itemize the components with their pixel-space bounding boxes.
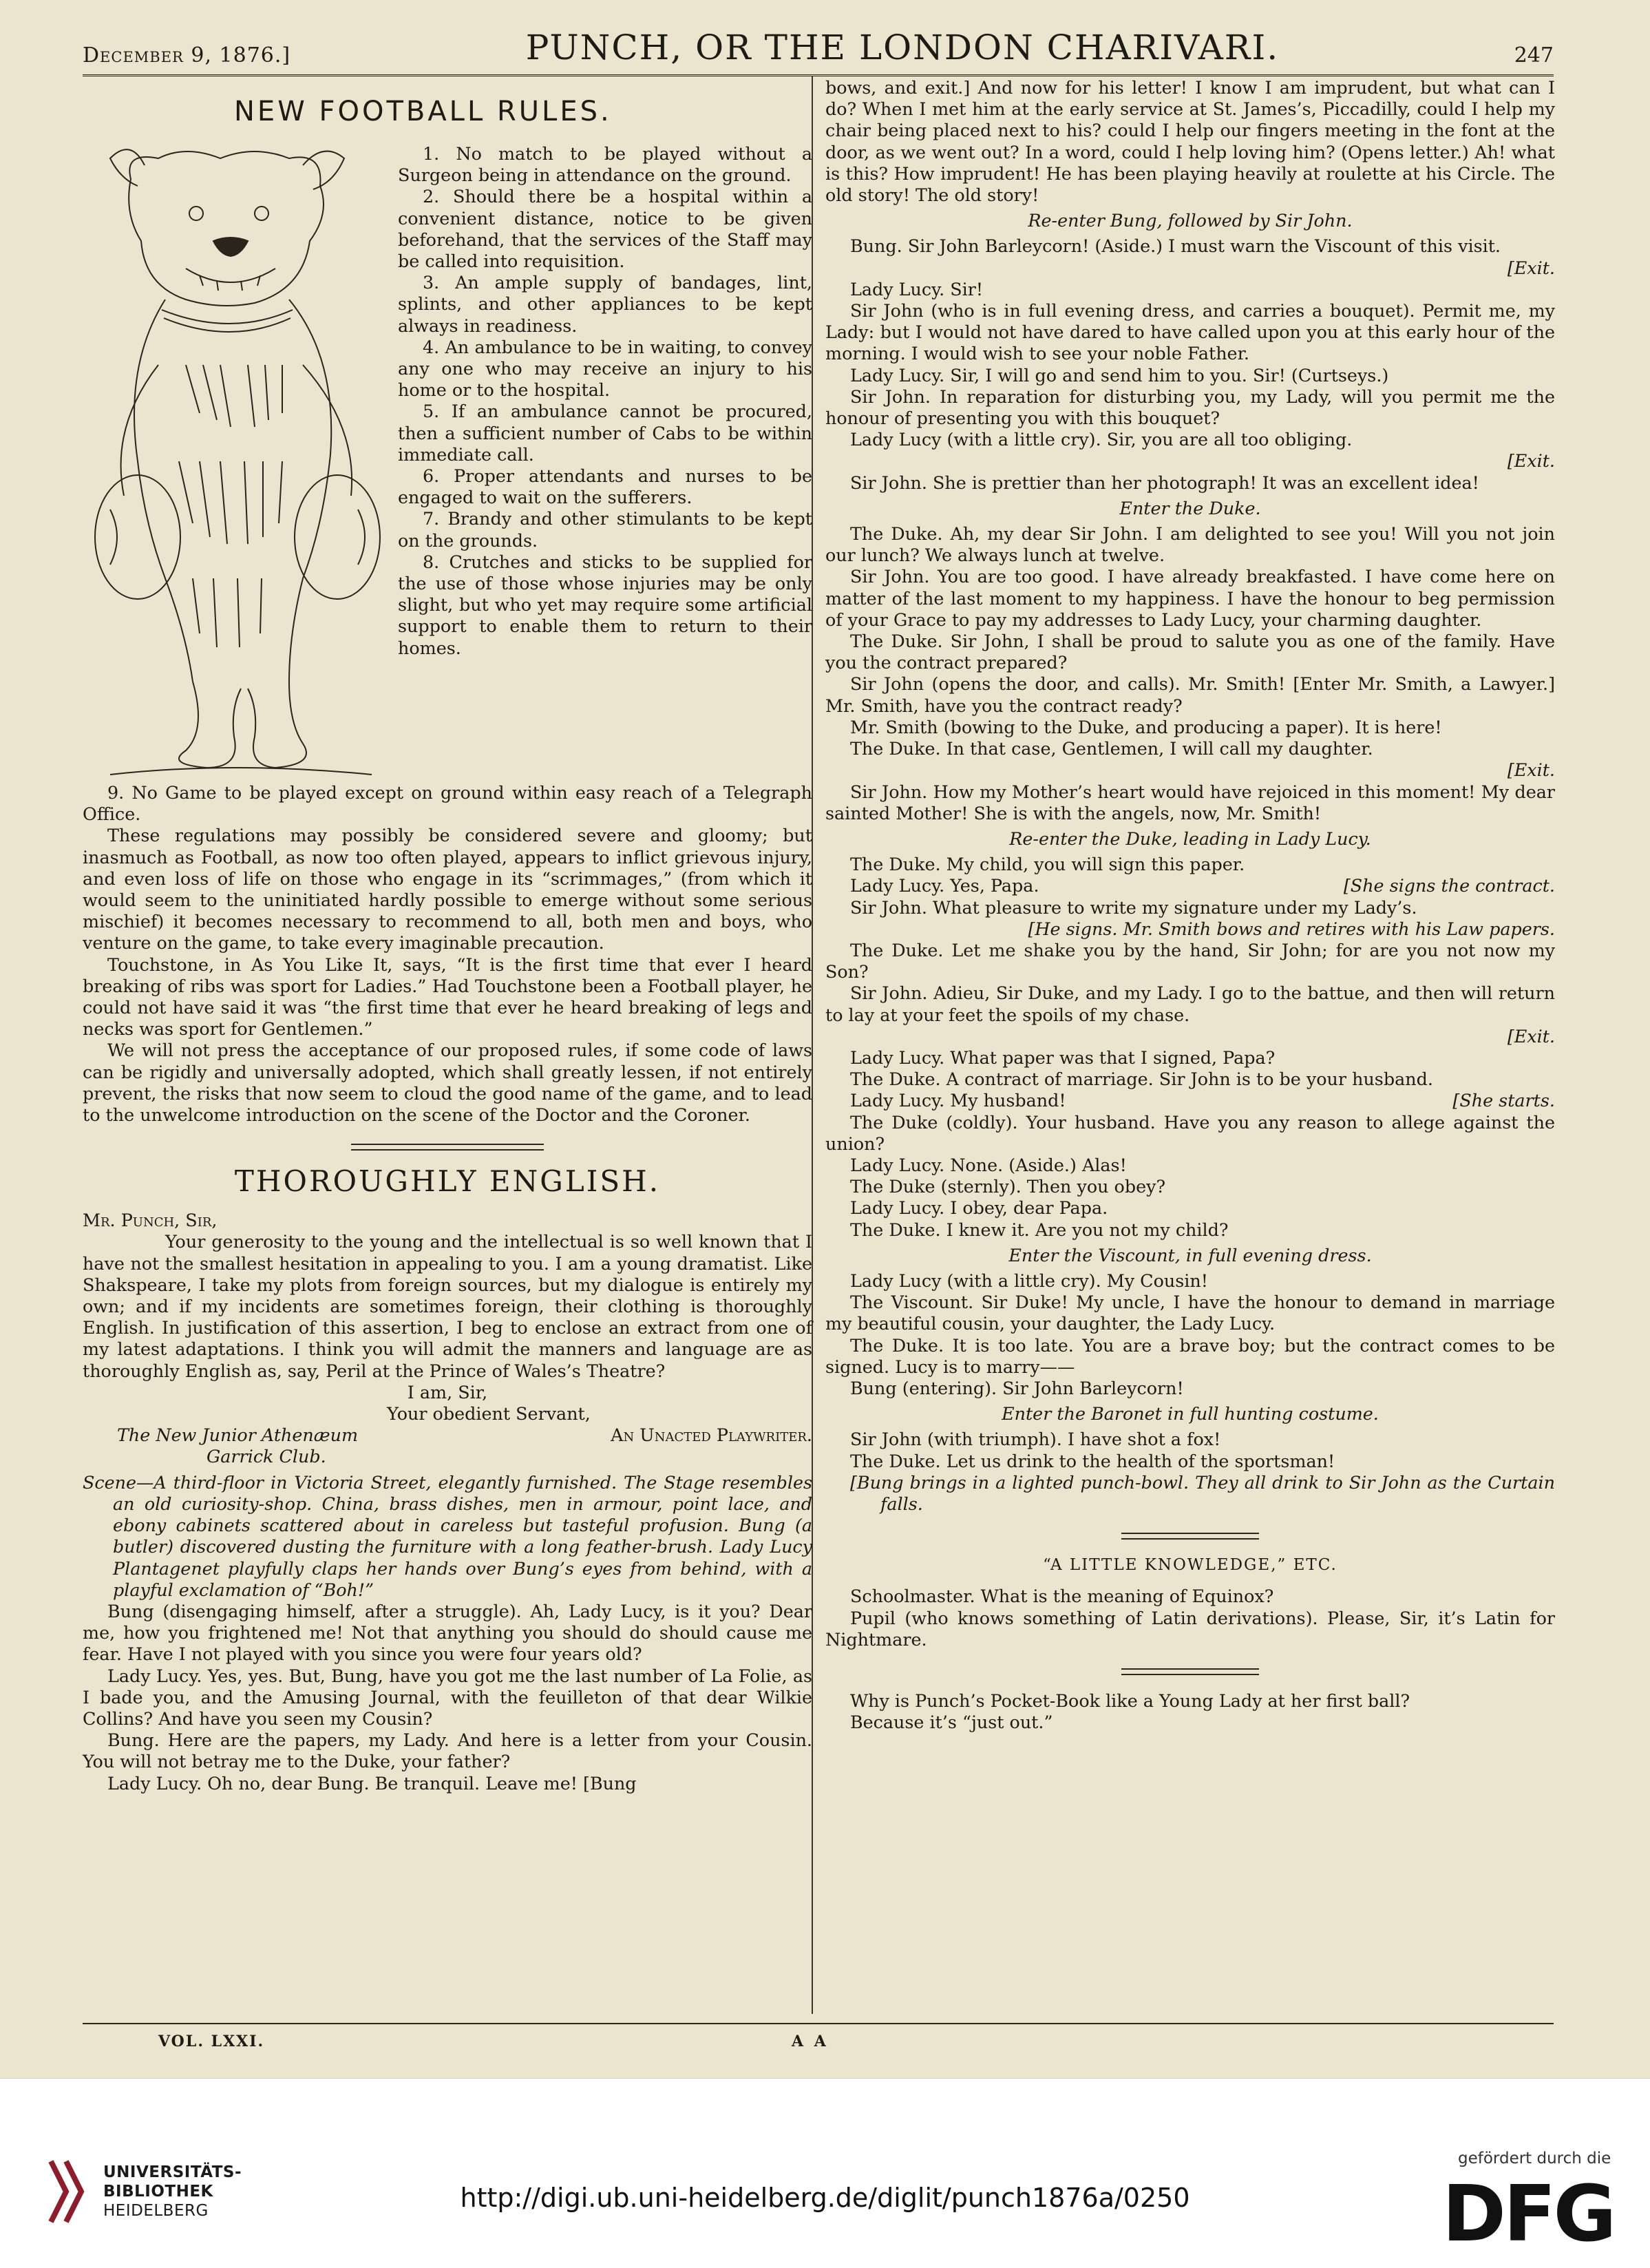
section-divider: [351, 1144, 544, 1151]
football-rule-6: 6. Proper attendants and nurses to be engaged to wait on the sufferers.: [398, 465, 812, 508]
library-line-1: UNIVERSITÄTS-: [103, 2163, 242, 2181]
dfg-logo[interactable]: DFG: [1442, 2170, 1614, 2259]
dialogue-line: The Duke. Let us drink to the health of the sportsman!: [850, 1450, 1335, 1471]
football-rule-1: 1. No match to be played without a Surgeon being in attendance on the ground.: [398, 143, 812, 186]
dialogue-line: Sir John. Adieu, Sir Duke, and my Lady. I go to the battue, and then will return to lay at your feet the spoils of my chase.: [825, 983, 1555, 1025]
dialogue-row: [825, 1090, 1555, 1111]
header-title: PUNCH, OR THE LONDON CHARIVARI.: [525, 28, 1280, 67]
dialogue-line: Schoolmaster. What is the meaning of Equinox?: [850, 1586, 1274, 1607]
dialogue-line: The Duke. I knew it. Are you not my child?: [850, 1219, 1229, 1240]
library-line-3: HEIDELBERG: [103, 2202, 209, 2220]
letter-address-2: Garrick Club.: [207, 1446, 326, 1467]
stage-direction: Re-enter Bung, followed by Sir John.: [1028, 210, 1353, 231]
letter-signature-block: [83, 1425, 812, 1446]
exit-direction: [Exit.: [1507, 450, 1555, 472]
exit-direction: [Exit.: [1507, 1025, 1555, 1047]
footer-rule: [83, 2023, 1554, 2024]
section-divider: [1121, 1533, 1259, 1540]
dialogue-line: Bung (entering). Sir John Barleycorn!: [850, 1377, 1184, 1398]
dialogue-line: Sir John (opens the door, and calls). Mr. Smith! [Enter Mr. Smith, a Lawyer.] Mr. Smith, have you the contract ready?: [825, 673, 1555, 716]
dialogue-line: The Viscount. Sir Duke! My uncle, I have the honour to demand in marriage my beautiful cousin, your daughter, the Lady Lucy.: [825, 1292, 1555, 1334]
dialogue-line: Lady Lucy. Sir!: [850, 278, 984, 300]
dialogue-line: Lady Lucy. Yes, Papa.: [850, 875, 1039, 896]
dialogue-line: Lady Lucy. What paper was that I signed, Papa?: [850, 1047, 1276, 1068]
dialogue-line: Sir John. In reparation for disturbing you, my Lady, will you permit me the honour of presenting you with this bouquet?: [825, 386, 1555, 429]
stage-direction: [He signs. Mr. Smith bows and retires with his Law papers.: [1028, 918, 1555, 939]
football-paragraph-3: We will not press the acceptance of our proposed rules, if some code of laws can be rigidly and universally adopted, which shall greatly lessen, if not entirely prevent, the risks that now seem to cloud the good name of the game, and to lead to the unwelcome introduction on the scene of the Doctor and the Coroner.: [83, 1040, 812, 1126]
knowledge-title: “A LITTLE KNOWLEDGE,” ETC.: [1043, 1556, 1337, 1575]
dialogue-line: Mr. Smith (bowing to the Duke, and producing a paper). It is here!: [850, 716, 1442, 737]
dialogue-line: The Duke (coldly). Your husband. Have you any reason to allege against the union?: [825, 1111, 1555, 1154]
dialogue-line: The Duke (sternly). Then you obey?: [850, 1176, 1166, 1197]
dialogue-line: Bung. Sir John Barleycorn! (Aside.) I must warn the Viscount of this visit.: [850, 235, 1501, 257]
dialogue-line: Lady Lucy. Oh no, dear Bung. Be tranquil. Leave me! [Bung: [107, 1772, 637, 1794]
page-header: [83, 19, 1554, 76]
dialogue-line: The Duke. In that case, Gentlemen, I will call my daughter.: [850, 738, 1373, 759]
football-rule-5: 5. If an ambulance cannot be procured, then a sufficient number of Cabs to be within immediate call.: [398, 401, 812, 465]
football-rule-9: 9. No Game to be played except on ground within easy reach of a Telegraph Office.: [83, 782, 812, 825]
football-rule-2: 2. Should there be a hospital within a convenient distance, notice to be given beforehand, that the services of the Staff may be called into requisition.: [398, 186, 812, 272]
dialogue-line: Lady Lucy. None. (Aside.) Alas!: [850, 1154, 1127, 1175]
football-paragraph-1: These regulations may possibly be considered severe and gloomy; but inasmuch as Football, as now too often played, appears to inflict grievous injury, and even loss of life on those who engage in its “scrimmages,” (from which it would seem to the uninitiated hardly possible to emerge without some serious mischief) it becomes necessary to recommend to all, both men and boys, who venture on the game, to take every imaginable precaution.: [83, 825, 812, 954]
stage-direction: [She signs the contract.: [1343, 875, 1555, 896]
dialogue-line: Sir John. What pleasure to write my signature under my Lady’s.: [850, 896, 1417, 918]
football-rule-4: 4. An ambulance to be in waiting, to convey any one who may receive an injury to his home or to the hospital.: [398, 336, 812, 401]
dialogue-line: Sir John. How my Mother’s heart would have rejoiced in this moment! My dear sainted Mother! She is with the angels, now, Mr. Smith!: [825, 781, 1555, 823]
riddle-question: Why is Punch’s Pocket-Book like a Young Lady at her first ball?: [850, 1690, 1410, 1712]
stage-direction: Enter the Baronet in full hunting costume.: [1002, 1403, 1379, 1425]
stage-direction: Re-enter the Duke, leading in Lady Lucy.: [1009, 828, 1371, 849]
volume-label: VOL. LXXI.: [158, 2033, 265, 2050]
scene-description: Scene—A third-floor in Victoria Street, elegantly furnished. The Stage resembles an old curiosity-shop. China, brass dishes, men in armour, point lace, and ebony cabinets scattered about in careless but tasteful profusion. Bung (a butler) discovered dusting the furniture with a long feather-brush. Lady Lucy Plantagenet playfully claps her hands over Bung’s eyes from behind, with a playful exclamation of “Boh!”: [83, 1471, 812, 1600]
dialogue-line: The Duke. It is too late. You are a brave boy; but the contract comes to be signed. Lucy is to marry——: [825, 1334, 1555, 1377]
source-url[interactable]: http://digi.ub.uni-heidelberg.de/diglit/punch1876a/0250: [460, 2183, 1190, 2213]
exit-direction: [Exit.: [1507, 257, 1555, 278]
dialogue-line: Sir John (who is in full evening dress, and carries a bouquet). Permit me, my Lady: but I would not have dared to have called upon you at this early hour of the morning. I would wish to see your noble Father.: [825, 300, 1555, 364]
english-title: THOROUGHLY ENGLISH.: [234, 1164, 661, 1199]
stage-direction: [She starts.: [1452, 1090, 1555, 1111]
dialogue-line: Bung. Here are the papers, my Lady. And here is a letter from your Cousin. You will not betray me to the Duke, your father?: [83, 1730, 812, 1772]
dialogue-line: Lady Lucy. My husband!: [850, 1090, 1066, 1111]
dialogue-line: Lady Lucy. I obey, dear Papa.: [850, 1197, 1108, 1219]
football-rule-3: 3. An ample supply of bandages, lint, splints, and other appliances to be kept always in readiness.: [398, 272, 812, 336]
section-divider: [1121, 1668, 1259, 1675]
dialogue-line: Sir John. She is prettier than her photograph! It was an excellent idea!: [850, 472, 1479, 493]
letter-closing-1: I am, Sir,: [407, 1381, 488, 1403]
football-paragraph-2: Touchstone, in As You Like It, says, “It is the first time that ever I heard breaking of ribs was sport for Ladies.” Had Touchstone been a Football player, he could not have said it was “the first time that ever he heard breaking of legs and necks was sport for Gentlemen.”: [83, 954, 812, 1040]
exit-direction: [Exit.: [1507, 759, 1555, 781]
bulldog-illustration: [83, 138, 385, 778]
letter-salutation: Mr. Punch, Sir,: [83, 1210, 218, 1231]
letter-body: Your generosity to the young and the intellectual is so well known that I have not the smallest hesitation in appealing to you. I am a young dramatist. Like Shakspeare, I take my plots from foreign sources, but my dialogue is entirely my own; and if my incidents are sometimes foreign, their clothing is thoroughly English. In justification of this assertion, I beg to enclose an extract from one of my latest adaptations. I think you will admit the manners and language are as thoroughly English as, say, Peril at the Prince of Wales’s Theatre?: [83, 1231, 812, 1381]
dialogue-line: Bung (disengaging himself, after a struggle). Ah, Lady Lucy, is it you? Dear me, how you frightened me! Not that anything you should do should cause me fear. Have I not played with you since you were four years old?: [83, 1600, 812, 1665]
dialogue-line: The Duke. My child, you will sign this paper.: [850, 854, 1245, 875]
dialogue-line: The Duke. Let me shake you by the hand, Sir John; for are you not now my Son?: [825, 939, 1555, 983]
dialogue-line: Lady Lucy. Yes, yes. But, Bung, have you got me the last number of La Folie, as I bade you, and the Amusing Journal, with the feuilleton of that dear Wilkie Collins? And have you seen my Cousin?: [83, 1665, 812, 1729]
riddle-answer: Because it’s “just out.”: [850, 1712, 1053, 1733]
dialogue-line: The Duke. Ah, my dear Sir John. I am delighted to see you! Will you not join our lunch? We always lunch at twelve.: [825, 523, 1555, 566]
dialogue-line: Lady Lucy (with a little cry). Sir, you are all too obliging.: [850, 429, 1353, 450]
library-line-2: BIBLIOTHEK: [103, 2183, 213, 2201]
left-column: [83, 77, 812, 2013]
dialogue-line: Pupil (who knows something of Latin derivations). Please, Sir, it’s Latin for Nightmare.: [825, 1607, 1555, 1650]
dialogue-line: Sir John (with triumph). I have shot a fox!: [850, 1429, 1221, 1450]
page-number: 247: [1514, 43, 1554, 67]
dialogue-line: The Duke. A contract of marriage. Sir John is to be your husband.: [850, 1069, 1433, 1090]
final-stage-direction: [Bung brings in a lighted punch-bowl. They all drink to Sir John as the Curtain falls.: [850, 1471, 1555, 1514]
dialogue-row: [825, 875, 1555, 896]
dialogue-line: bows, and exit.] And now for his letter! I know I am imprudent, but what can I do? When I met him at the early service at St. James’s, Piccadilly, could I help my chair being placed next to his? could I help our fingers meeting in the font at the door, as we went out? In a word, could I help loving him? (Opens letter.) Ah! what is this? How imprudent! He has been playing heavily at roulette at his Circle. The old story! The old story!: [825, 77, 1555, 206]
dialogue-line: Sir John. You are too good. I have already breakfasted. I have come here on matter of the last moment to my happiness. I have the honour to beg permission of your Grace to pay my addresses to Lady Lucy, your charming daughter.: [825, 566, 1555, 630]
dialogue-line: Lady Lucy. Sir, I will go and send him to you. Sir! (Curtseys.): [850, 364, 1389, 386]
dialogue-line: Lady Lucy (with a little cry). My Cousin!: [850, 1270, 1208, 1291]
letter-closing-2: Your obedient Servant,: [387, 1403, 591, 1425]
football-title: NEW FOOTBALL RULES.: [234, 96, 612, 127]
letter-signature: An Unacted Playwriter.: [611, 1425, 812, 1446]
stage-direction: Enter the Duke.: [1119, 497, 1261, 518]
funding-note: gefördert durch die: [1458, 2150, 1611, 2167]
football-rule-7: 7. Brandy and other stimulants to be kept on the grounds.: [398, 508, 812, 551]
letter-address-1: The New Junior Athenæum: [117, 1425, 359, 1446]
signature-mark: A A: [792, 2033, 829, 2050]
dialogue-line: The Duke. Sir John, I shall be proud to salute you as one of the family. Have you the contract prepared?: [825, 631, 1555, 673]
right-column: [825, 77, 1555, 2013]
football-rule-8: 8. Crutches and sticks to be supplied for the use of those whose injuries may be only slight, but who yet may require some artificial support to enable them to return to their homes.: [398, 551, 812, 658]
stage-direction: Enter the Viscount, in full evening dress.: [1008, 1244, 1372, 1266]
header-date: December 9, 1876.]: [83, 43, 291, 67]
